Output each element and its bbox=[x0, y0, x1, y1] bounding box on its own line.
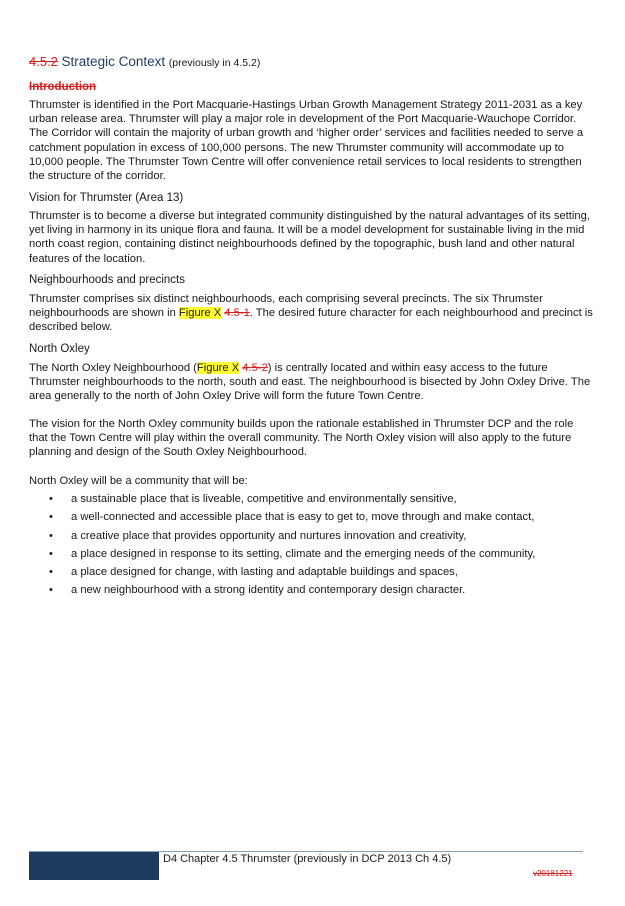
figure-number-deleted: 4.5-1 bbox=[224, 307, 250, 320]
footer-version-deleted: v20181221 bbox=[533, 869, 573, 878]
north-oxley-paragraph-1 bbox=[29, 361, 595, 404]
list-item: • a place designed in response to its setting, climate and the emerging needs of the community, bbox=[29, 545, 595, 563]
figure-number-deleted: 4.5-2 bbox=[242, 362, 268, 374]
vision-heading: Vision for Thrumster (Area 13) bbox=[29, 192, 184, 204]
list-item: • a well-connected and accessible place that is easy to get to, move through and make contact, bbox=[29, 508, 595, 526]
north-oxley-paragraph-3: North Oxley will be a community that will be: bbox=[29, 475, 248, 487]
figure-reference-highlight: Figure X bbox=[196, 362, 240, 374]
north-oxley-p1-before: The North Oxley Neighbourhood ( bbox=[29, 362, 197, 374]
footer-color-block bbox=[29, 852, 159, 880]
neighbourhoods-text-after: . The desired future character for each neighbourhood and precinct is described below. bbox=[29, 307, 593, 334]
list-item: • a new neighbourhood with a strong identity and contemporary design character. bbox=[29, 581, 595, 599]
vision-paragraph: Thrumster is to become a diverse but integrated community distinguished by the natural advantages of its setting, yet living in harmony in its unique flora and fauna. It will be a model development for sustainable living in the mid north coast region, containing distinct neighbourhoods defined by the topographic, bush land and other natural features of the location. bbox=[29, 210, 590, 265]
north-oxley-heading: North Oxley bbox=[29, 343, 90, 355]
list-item: • a place designed for change, with lasting and adaptable buildings and spaces, bbox=[29, 563, 595, 581]
list-item: • a creative place that provides opportunity and nurtures innovation and creativity, bbox=[29, 527, 595, 545]
neighbourhoods-heading: Neighbourhoods and precincts bbox=[29, 274, 185, 286]
section-title bbox=[29, 54, 594, 71]
section-number-deleted: 4.5.2 bbox=[29, 54, 58, 69]
north-oxley-paragraph-2: The vision for the North Oxley community builds upon the rationale established in Thrumster DCP and the role that the Town Centre will play within the overall community. The North Oxley vision will also apply to the future planning and design of the South Oxley Neighbourhood. bbox=[29, 418, 574, 459]
list-item: • a sustainable place that is liveable, competitive and environmentally sensitive, bbox=[29, 490, 595, 508]
neighbourhoods-paragraph bbox=[29, 292, 595, 335]
section-title-note: (previously in 4.5.2) bbox=[168, 57, 261, 69]
section-title-text: Strategic Context bbox=[61, 54, 166, 69]
north-oxley-p1-after: ) is centrally located and within easy access to the future Thrumster neighbourhoods to the north, south and east. The neighbourhood is bisected by John Oxley Drive. The area generally to the north of John Oxley Drive will form the future Town Centre. bbox=[29, 362, 591, 403]
neighbourhoods-text-before: Thrumster comprises six distinct neighbourhoods, each comprising several precincts. The six Thrumster neighbourhoods are shown in bbox=[29, 293, 543, 320]
footer-chapter-text: D4 Chapter 4.5 Thrumster (previously in DCP 2013 Ch 4.5) bbox=[163, 853, 452, 865]
north-oxley-bullet-list bbox=[29, 490, 595, 600]
intro-paragraph: Thrumster is identified in the Port Macquarie-Hastings Urban Growth Management Strategy 2011-2031 as a key urban release area. Thrumster will play a major role in development of the Port Macquarie-Wauchope Corridor. The Corridor will contain the majority of urban growth and ‘higher order’ services and facilities needed to serve a catchment population in excess of 100,000 persons. The new Thrumster community will accommodate up to 10,000 people. The Thrumster Town Centre will offer convenience retail services to local residents to strengthen the structure of the corridor. bbox=[29, 99, 584, 183]
figure-reference-highlight: Figure X bbox=[178, 307, 222, 320]
intro-heading-deleted: Introduction bbox=[29, 81, 97, 93]
